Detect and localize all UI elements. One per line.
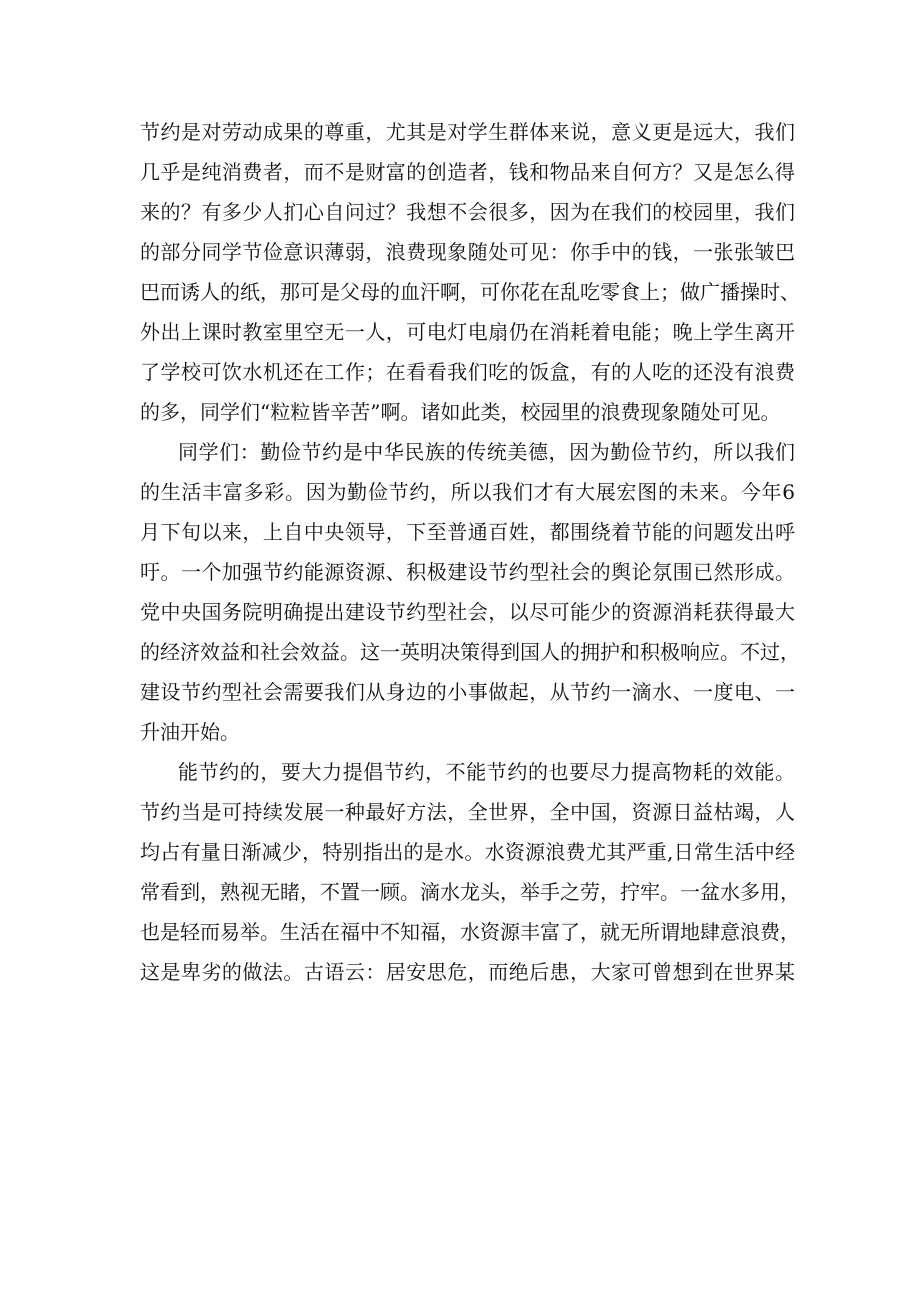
- paragraph-1-line-3: 来的？有多少人扪心自问过？我想不会很多，因为在我们的校园里，我们: [140, 200, 795, 224]
- paragraph-3-line-4: 常看到，熟视无睹，不置一顾。滴水龙头，举手之劳，拧牢。一盆水多用，: [140, 880, 800, 904]
- paragraph-2-line-5: 党中央国务院明确提出建设节约型社会，以尽可能少的资源消耗获得最大: [140, 600, 795, 624]
- paragraph-2-line-4: 吁。一个加强节约能源资源、积极建设节约型社会的舆论氛围已然形成。: [140, 560, 795, 584]
- paragraph-3-line-6: 这是卑劣的做法。古语云：居安思危，而绝后患，大家可曾想到在世界某: [140, 960, 795, 984]
- paragraph-1-line-1: 节约是对劳动成果的尊重，尤其是对学生群体来说，意义更是远大，我们: [140, 120, 795, 144]
- paragraph-2-line-8: 升油开始。: [140, 720, 240, 744]
- paragraph-1-line-7: 了学校可饮水机还在工作；在看看我们吃的饭盒，有的人吃的还没有浪费: [140, 360, 795, 384]
- paragraph-3-line-3: 均占有量日渐减少，特别指出的是水。水资源浪费尤其严重,日常生活中经: [140, 840, 795, 864]
- paragraph-1-line-6: 外出上课时教室里空无一人，可电灯电扇仍在消耗着电能；晚上学生离开: [140, 320, 795, 344]
- paragraph-1-line-4: 的部分同学节俭意识薄弱，浪费现象随处可见：你手中的钱，一张张皱巴: [140, 240, 795, 264]
- paragraph-1-line-5: 巴而诱人的纸，那可是父母的血汗啊，可你花在乱吃零食上；做广播操时、: [140, 280, 800, 304]
- paragraph-2-line-7: 建设节约型社会需要我们从身边的小事做起，从节约一滴水、一度电、一: [140, 680, 795, 704]
- paragraph-3-line-1: 能节约的，要大力提倡节约，不能节约的也要尽力提高物耗的效能。: [178, 760, 795, 784]
- paragraph-2-line-6: 的经济效益和社会效益。这一英明决策得到国人的拥护和积极响应。不过，: [140, 640, 800, 664]
- paragraph-2-line-1: 同学们：勤俭节约是中华民族的传统美德，因为勤俭节约，所以我们: [178, 440, 795, 464]
- paragraph-1-line-8: 的多，同学们“粒粒皆辛苦”啊。诸如此类，校园里的浪费现象随处可见。: [140, 400, 781, 424]
- paragraph-3-line-2: 节约当是可持续发展一种最好方法，全世界，全中国，资源日益枯竭，人: [140, 800, 795, 824]
- paragraph-3-line-5: 也是轻而易举。生活在福中不知福，水资源丰富了，就无所谓地肆意浪费，: [140, 920, 800, 944]
- paragraph-1-line-2: 几乎是纯消费者，而不是财富的创造者，钱和物品来自何方？又是怎么得: [140, 160, 795, 184]
- paragraph-2-line-2: 的生活丰富多彩。因为勤俭节约，所以我们才有大展宏图的未来。今年6: [140, 480, 795, 504]
- document-body: [140, 112, 800, 992]
- paragraph-2-line-3: 月下旬以来，上自中央领导，下至普通百姓，都围绕着节能的问题发出呼: [140, 520, 795, 544]
